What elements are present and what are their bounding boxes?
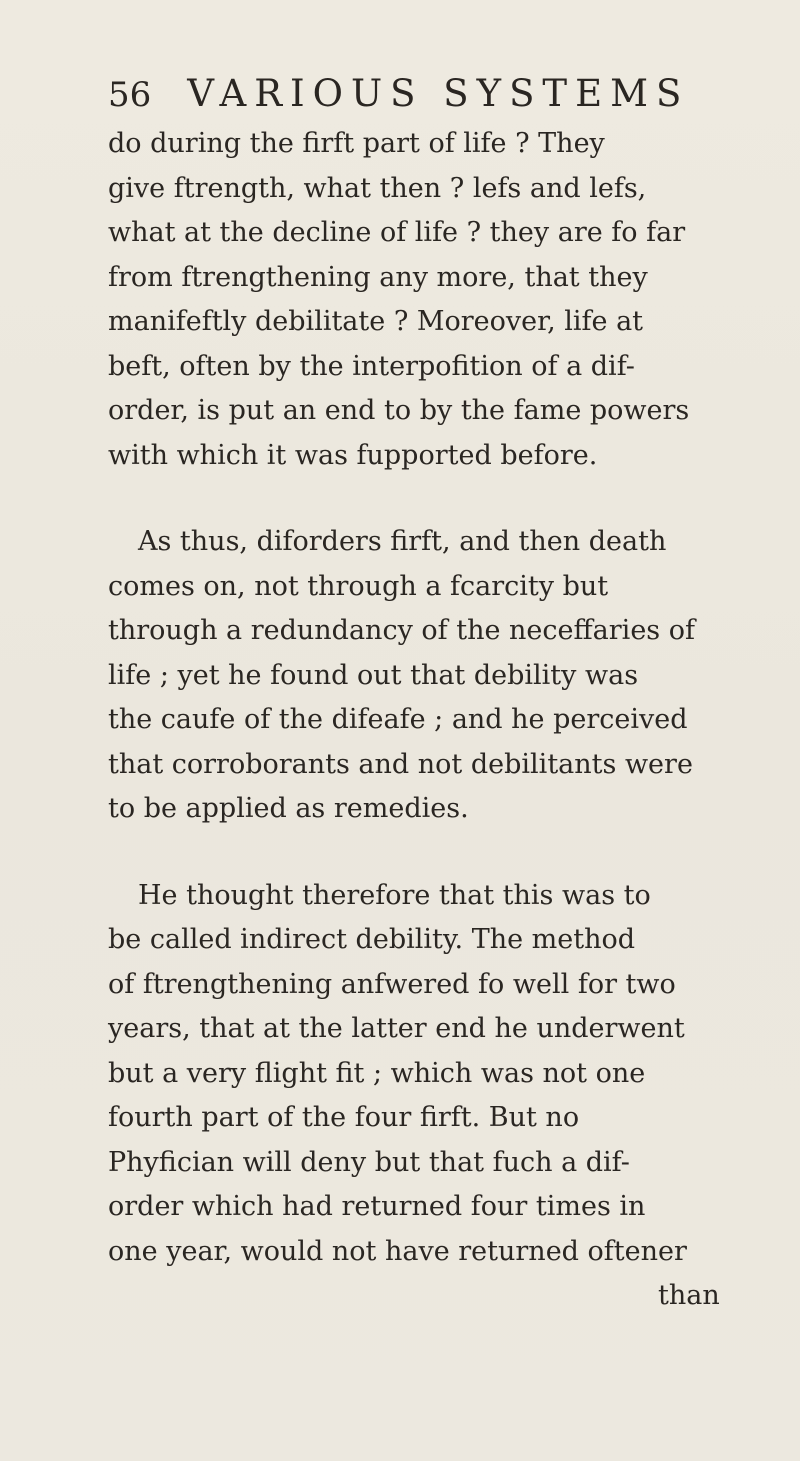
page-number: 56 <box>108 75 152 115</box>
text-line: from ftrengthening any more, that they <box>108 261 648 293</box>
text-line: one year, would not have returned oftener <box>108 1235 687 1267</box>
text-line: He thought therefore that this was to <box>138 879 651 911</box>
text-line: be called indirect debility. The method <box>108 924 636 955</box>
paragraph-2 <box>108 520 728 832</box>
text-line: order which had returned four times in <box>108 1191 646 1222</box>
text-line: Phyfician will deny but that fuch a dif- <box>108 1146 630 1178</box>
text-line: fourth part of the four firft. But no <box>108 1102 580 1133</box>
text-line: that corroborants and not debilitants were <box>108 748 693 780</box>
catchword: than <box>658 1280 720 1311</box>
text-line: with which it was fupported before. <box>108 439 598 471</box>
text-line: the caufe of the difeafe ; and he perceived <box>108 704 688 735</box>
text-line: do during the firft part of life ? They <box>108 128 605 159</box>
text-line: through a redundancy of the neceffaries of <box>108 615 695 646</box>
text-line: manifeftly debilitate ? Moreover, life at <box>108 306 644 337</box>
catchword-area <box>658 1274 720 1319</box>
text-line: give ftrength, what then ? lefs and lefs, <box>108 172 647 204</box>
text-line: As thus, diforders firft, and then death <box>138 526 667 557</box>
text-line: life ; yet he found out that debility was <box>108 659 639 691</box>
running-title: VARIOUS SYSTEMS <box>187 72 690 115</box>
text-line: beft, often by the interpofition of a dif- <box>108 350 635 382</box>
paragraph-1 <box>108 122 728 478</box>
text-line: order, is put an end to by the fame powers <box>108 395 690 426</box>
text-line: comes on, not through a fcarcity but <box>108 570 609 602</box>
text-line: of ftrengthening anfwered fo well for two <box>108 968 676 1000</box>
text-line: but a very flight fit ; which was not one <box>108 1057 646 1089</box>
text-line: what at the decline of life ? they are fo far <box>108 217 686 248</box>
body-text <box>108 122 728 1274</box>
text-line: years, that at the latter end he underwent <box>108 1013 685 1044</box>
paragraph-3 <box>108 874 728 1275</box>
text-line: to be applied as remedies. <box>108 793 469 824</box>
running-head <box>108 72 728 122</box>
